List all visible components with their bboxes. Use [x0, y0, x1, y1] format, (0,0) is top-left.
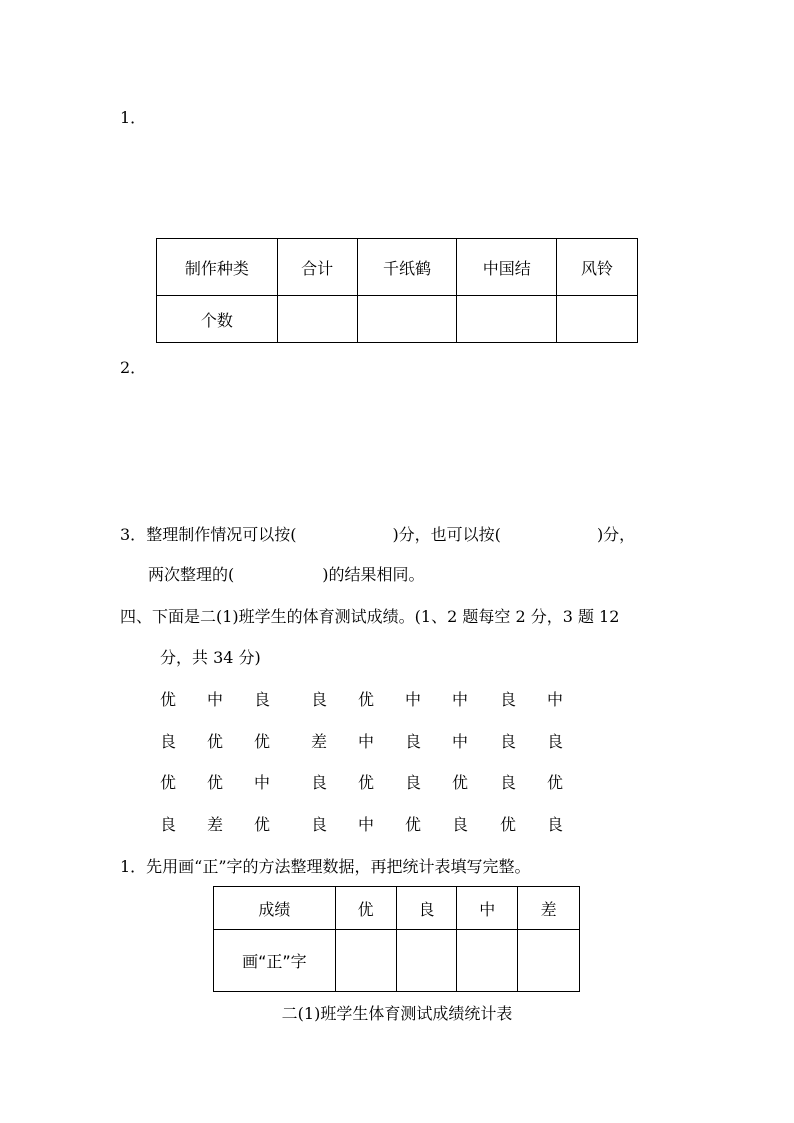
grade-cell: 优	[207, 773, 224, 792]
grade-cell: 优	[500, 815, 517, 834]
tally-table-header-excellent: 优	[335, 887, 396, 930]
tally-table-cell-excellent[interactable]	[335, 930, 396, 992]
grade-cell: 良	[311, 690, 328, 709]
craft-table-header-chinese-knot: 中国结	[457, 239, 557, 296]
grade-cell: 中	[358, 815, 375, 834]
craft-table-header-paper-crane: 千纸鹤	[357, 239, 457, 296]
grade-cell: 中	[358, 732, 375, 751]
grade-cell: 良	[311, 815, 328, 834]
grade-cell: 良	[452, 815, 469, 834]
craft-table	[156, 238, 638, 343]
grade-cell: 中	[254, 773, 271, 792]
tally-table-header-grade: 成绩	[214, 887, 336, 930]
tally-table-header-poor: 差	[518, 887, 580, 930]
craft-table-header-wind-chime: 风铃	[557, 239, 638, 296]
grades-row	[0, 690, 794, 710]
section-4-question-1: 1．先用画“正”字的方法整理数据，再把统计表填写完整。	[120, 857, 531, 876]
grade-cell: 良	[547, 815, 564, 834]
grade-cell: 良	[405, 773, 422, 792]
grades-tally-table	[213, 886, 580, 992]
question-3-line-1	[120, 525, 635, 545]
grades-row	[0, 815, 794, 835]
grades-row	[0, 732, 794, 752]
grade-cell: 优	[160, 773, 177, 792]
grade-cell: 良	[160, 732, 177, 751]
question-3-number: 3．	[120, 525, 147, 544]
grade-cell: 优	[160, 690, 177, 709]
question-1-number: 1．	[120, 108, 147, 127]
grade-cell: 良	[500, 690, 517, 709]
grade-cell: 优	[547, 773, 564, 792]
craft-table-header-total: 合计	[277, 239, 357, 296]
craft-table-cell-wind-chime[interactable]	[557, 296, 638, 343]
craft-table-row-label: 个数	[157, 296, 278, 343]
grade-cell: 中	[405, 690, 422, 709]
section-4-heading-line-2: 分，共 34 分)	[160, 648, 261, 667]
grade-cell: 优	[254, 732, 271, 751]
question-3-line-2	[148, 565, 425, 585]
question-3-line-2b: )的结果相同。	[322, 565, 425, 584]
grade-cell: 良	[500, 773, 517, 792]
grade-cell: 差	[207, 815, 224, 834]
question-2-number: 2．	[120, 358, 147, 377]
tally-table-caption: 二(1)班学生体育测试成绩统计表	[281, 1004, 513, 1023]
grade-cell: 良	[547, 732, 564, 751]
grade-cell: 中	[452, 732, 469, 751]
question-3-part-1: 整理制作情况可以按(	[146, 525, 297, 544]
tally-table-cell-good[interactable]	[396, 930, 457, 992]
question-3-part-2: )分，也可以按(	[392, 525, 501, 544]
grade-cell: 优	[254, 815, 271, 834]
grade-cell: 中	[452, 690, 469, 709]
grade-cell: 良	[311, 773, 328, 792]
section-4-heading-line-1: 四、下面是二(1)班学生的体育测试成绩。(1、2 题每空 2 分，3 题 12	[120, 607, 620, 626]
grade-cell: 良	[405, 732, 422, 751]
tally-table-row-label: 画“正”字	[214, 930, 336, 992]
grade-cell: 差	[311, 732, 328, 751]
grade-cell: 优	[405, 815, 422, 834]
tally-table-cell-average[interactable]	[457, 930, 518, 992]
grade-cell: 中	[547, 690, 564, 709]
grade-cell: 中	[207, 690, 224, 709]
grades-row	[0, 773, 794, 793]
grade-cell: 良	[160, 815, 177, 834]
craft-table-cell-paper-crane[interactable]	[357, 296, 457, 343]
tally-table-header-good: 良	[396, 887, 457, 930]
craft-table-header-type: 制作种类	[157, 239, 278, 296]
question-3-line-2a: 两次整理的(	[148, 565, 235, 584]
grade-cell: 良	[254, 690, 271, 709]
question-3-part-3: )分，	[596, 525, 636, 544]
grade-cell: 优	[358, 773, 375, 792]
grade-cell: 优	[207, 732, 224, 751]
grade-cell: 优	[358, 690, 375, 709]
craft-table-cell-total[interactable]	[277, 296, 357, 343]
tally-table-header-average: 中	[457, 887, 518, 930]
grade-cell: 良	[500, 732, 517, 751]
craft-table-cell-chinese-knot[interactable]	[457, 296, 557, 343]
grade-cell: 优	[452, 773, 469, 792]
tally-table-cell-poor[interactable]	[518, 930, 580, 992]
